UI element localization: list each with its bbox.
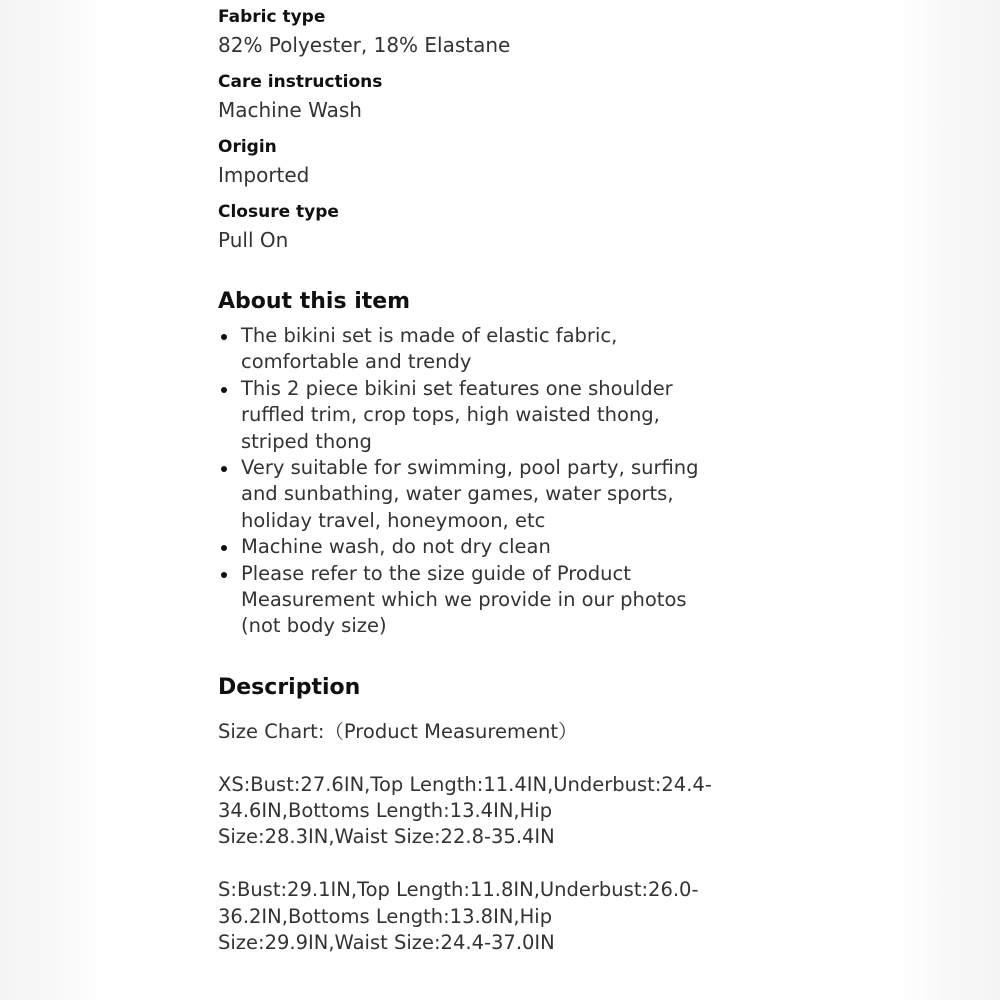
spec-value: Machine Wash — [218, 98, 362, 122]
list-item — [218, 561, 718, 640]
spec-origin — [218, 134, 718, 190]
spec-value: Pull On — [218, 228, 289, 252]
spec-value: Imported — [218, 163, 310, 187]
product-specs — [218, 4, 718, 255]
bullet-icon — [221, 466, 227, 472]
bullet-icon — [221, 334, 227, 340]
spec-label: Care instructions — [218, 72, 383, 92]
spec-fabric-type — [218, 4, 718, 60]
bullet-icon — [221, 545, 227, 551]
bullet-text: This 2 piece bikini set features one shoulder ruffled trim, crop tops, high waisted thong, striped thong — [241, 376, 673, 453]
description-body — [218, 719, 718, 957]
about-this-item-heading: About this item — [218, 289, 411, 314]
spec-label: Origin — [218, 137, 277, 157]
bullet-icon — [221, 572, 227, 578]
list-item — [218, 323, 718, 376]
list-item — [218, 376, 718, 455]
left-page-margin — [0, 0, 105, 1000]
list-item — [218, 534, 718, 560]
size-xs-measurements: XS:Bust:27.6IN,Top Length:11.4IN,Underbust:24.4-34.6IN,Bottoms Length:13.4IN,Hip Size:28.3IN,Waist Size:22.8-35.4IN — [218, 772, 712, 849]
spec-label: Fabric type — [218, 7, 326, 27]
bullet-icon — [221, 387, 227, 393]
bullet-text: Machine wash, do not dry clean — [241, 535, 551, 559]
product-details-content[interactable] — [218, 4, 718, 983]
bullet-text: Please refer to the size guide of Product Measurement which we provide in our photos (not body size) — [241, 561, 687, 638]
description-heading: Description — [218, 674, 361, 700]
spec-closure-type — [218, 199, 718, 255]
spec-value: 82% Polyester, 18% Elastane — [218, 33, 511, 57]
right-page-margin — [895, 0, 1000, 1000]
bullet-text: The bikini set is made of elastic fabric, comfortable and trendy — [241, 324, 618, 374]
about-this-item-list — [218, 323, 718, 640]
list-item — [218, 455, 718, 534]
size-chart-title: Size Chart:（Product Measurement） — [218, 719, 578, 743]
spec-label: Closure type — [218, 202, 339, 222]
bullet-text: Very suitable for swimming, pool party, surfing and sunbathing, water games, water sports, holiday travel, honeymoon, etc — [241, 456, 699, 532]
spec-care-instructions — [218, 69, 718, 125]
size-s-measurements: S:Bust:29.1IN,Top Length:11.8IN,Underbust:26.0-36.2IN,Bottoms Length:13.8IN,Hip Size:29.9IN,Waist Size:24.4-37.0IN — [218, 878, 699, 955]
